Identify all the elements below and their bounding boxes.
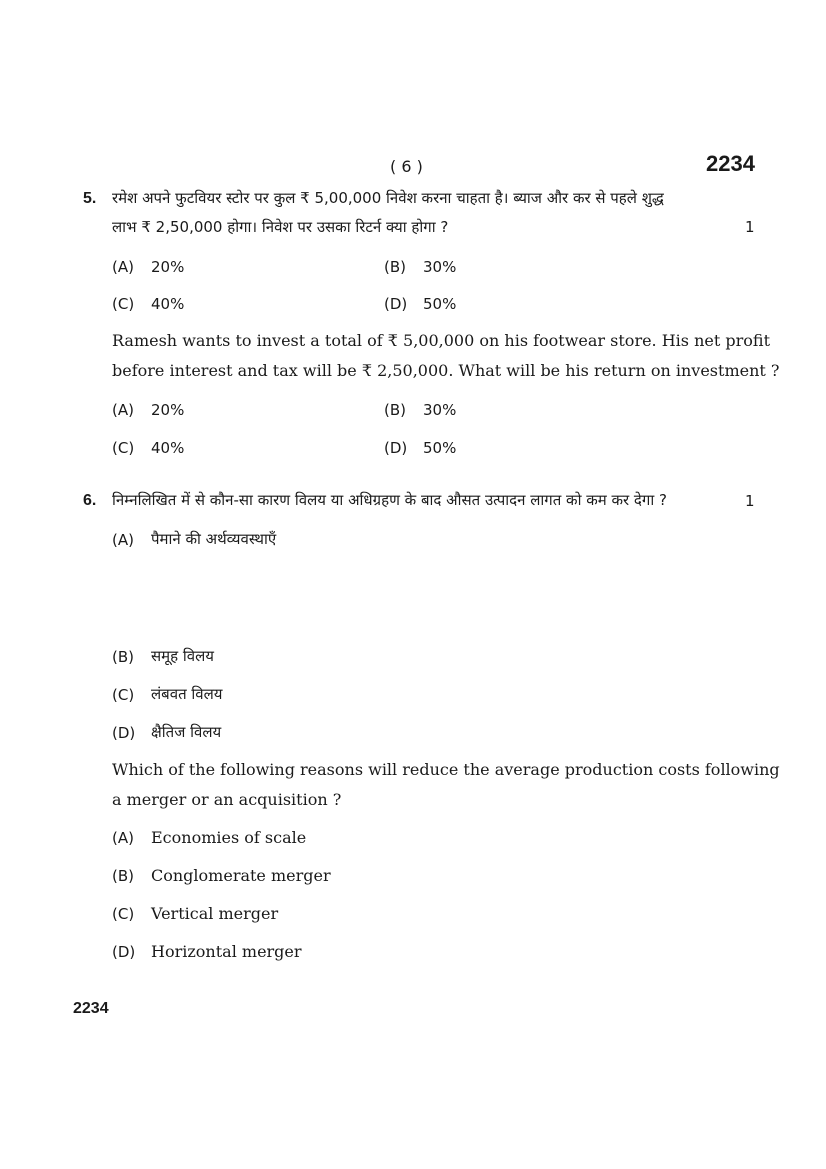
option-text-c: 40%: [151, 295, 185, 313]
option-label-d: (D): [384, 439, 408, 457]
marks: 1: [745, 218, 755, 236]
paper-code-bottom: 2234: [73, 1000, 109, 1017]
option-text-c: लंबवत विलय: [151, 685, 223, 703]
option-label-b: (B): [384, 401, 406, 419]
question-text-english-line-1: Ramesh wants to invest a total of ₹ 5,00,000 on his footwear store. His net profit: [112, 331, 771, 350]
option-label-c: (C): [112, 686, 135, 704]
option-text-b: 30%: [423, 258, 457, 276]
question-text-hindi-line-1: रमेश अपने फुटवियर स्टोर पर कुल ₹ 5,00,000 निवेश करना चाहता है। ब्याज और कर से पहले शुद्ध: [112, 189, 664, 207]
option-text-b: Conglomerate merger: [151, 866, 331, 885]
question-text-english-line-2: a merger or an acquisition ?: [112, 790, 342, 809]
option-text-d: क्षैतिज विलय: [151, 723, 222, 741]
option-text-d: 50%: [423, 295, 457, 313]
option-label-a: (A): [112, 531, 134, 549]
option-label-d: (D): [112, 943, 136, 961]
option-text-a: Economies of scale: [151, 828, 307, 847]
question-number: 5.: [83, 190, 97, 207]
option-label-b: (B): [112, 648, 134, 666]
option-label-b: (B): [112, 867, 134, 885]
question-text-hindi-line-1: निम्नलिखित में से कौन-सा कारण विलय या अधिग्रहण के बाद औसत उत्पादन लागत को कम कर देगा ?: [112, 491, 667, 509]
option-label-d: (D): [112, 724, 136, 742]
option-text-d: Horizontal merger: [151, 942, 302, 961]
question-text-hindi-line-2: लाभ ₹ 2,50,000 होगा। निवेश पर उसका रिटर्न क्या होगा ?: [112, 218, 449, 236]
option-text-a: पैमाने की अर्थव्यवस्थाएँ: [151, 530, 277, 548]
option-label-a: (A): [112, 829, 134, 847]
option-text-c: 40%: [151, 439, 185, 457]
option-text-d: 50%: [423, 439, 457, 457]
option-label-a: (A): [112, 258, 134, 276]
option-text-c: Vertical merger: [151, 904, 279, 923]
option-label-c: (C): [112, 905, 135, 923]
marks: 1: [745, 492, 755, 510]
option-text-a: 20%: [151, 401, 185, 419]
question-text-english-line-2: before interest and tax will be ₹ 2,50,000. What will be his return on investment ?: [112, 361, 780, 380]
option-label-c: (C): [112, 439, 135, 457]
option-text-b: 30%: [423, 401, 457, 419]
option-text-b: समूह विलय: [151, 647, 214, 665]
option-label-d: (D): [384, 295, 408, 313]
option-label-c: (C): [112, 295, 135, 313]
question-text-english-line-1: Which of the following reasons will reduce the average production costs following: [112, 760, 780, 779]
page-number: ( 6 ): [390, 157, 423, 176]
question-number: 6.: [83, 492, 97, 509]
option-text-a: 20%: [151, 258, 185, 276]
option-label-b: (B): [384, 258, 406, 276]
paper-code-top: 2234: [706, 151, 755, 176]
option-label-a: (A): [112, 401, 134, 419]
